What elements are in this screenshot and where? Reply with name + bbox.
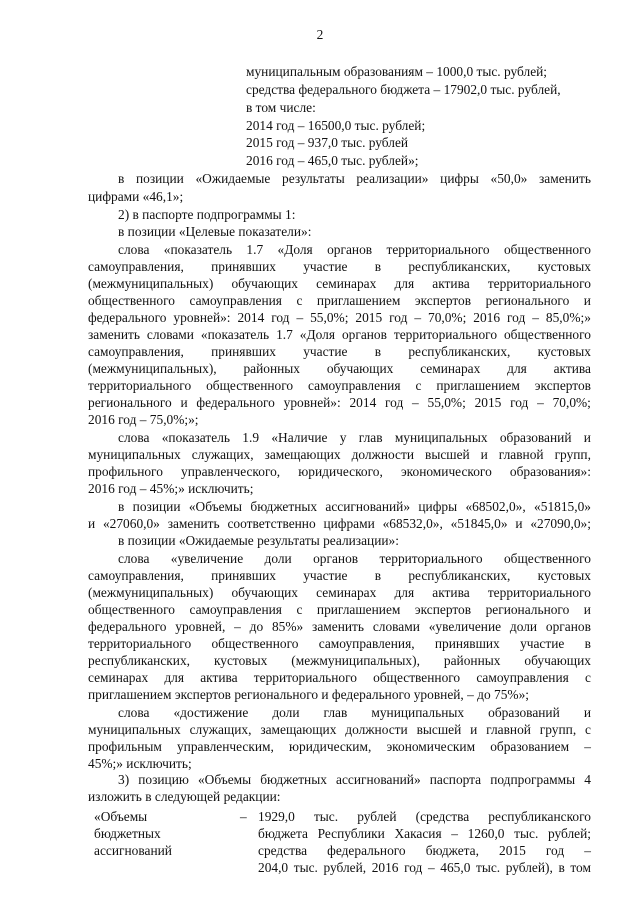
text-line: 2) в паспорте подпрограммы 1: xyxy=(118,207,296,222)
text-line: профильным управленческим, юридическим, экономическим образованием – xyxy=(88,739,591,754)
text-line: самоуправления, принявших участие в республиканских, кустовых xyxy=(88,568,591,583)
table-right-line: средства федерального бюджета, 2015 год – xyxy=(258,843,591,858)
text-line: приглашением экспертов регионального и федерального уровней, – до 75%»; xyxy=(88,687,529,702)
text-line: регионального и федерального уровней»: 2014 год – 55,0%; 2015 год – 70,0%; xyxy=(88,395,591,410)
text-line: муниципальных служащих, замещающих должности высшей и главной групп, с xyxy=(88,722,591,737)
text-line: 3) позицию «Объемы бюджетных ассигнований» паспорта подпрограммы 4 xyxy=(118,772,591,787)
text-line: слова «показатель 1.7 «Доля органов территориального общественного xyxy=(118,242,591,257)
text-line: слова «достижение доли глав муниципальных образований и xyxy=(118,705,591,720)
text-line: (межмуниципальных) обучающих семинарах для актива территориального xyxy=(88,585,591,600)
text-line: средства федерального бюджета – 17902,0 тыс. рублей, xyxy=(246,82,561,97)
text-line: муниципальным образованиям – 1000,0 тыс. рублей; xyxy=(246,64,548,79)
text-line: общественного самоуправления с приглашением экспертов регионального и xyxy=(88,602,591,617)
text-line: территориального общественного самоуправления, принявших участие в xyxy=(88,636,591,651)
text-line: в позиции «Ожидаемые результаты реализации»: xyxy=(118,533,399,548)
text-line: республиканских, кустовых (межмуниципальных), районных обучающих xyxy=(88,653,591,668)
text-line: в позиции «Целевые показатели»: xyxy=(118,224,312,239)
text-line: в позиции «Объемы бюджетных ассигнований» цифры «68502,0», «51815,0» xyxy=(118,499,591,514)
text-line: (межмуниципальных) обучающих семинарах для актива территориального xyxy=(88,276,591,291)
text-line: слова «показатель 1.9 «Наличие у глав муниципальных образований и xyxy=(118,430,591,445)
text-line: 2016 год – 465,0 тыс. рублей»; xyxy=(246,153,419,168)
text-line: изложить в следующей редакции: xyxy=(88,789,281,804)
text-line: в том числе: xyxy=(246,100,316,115)
text-line: 2016 год – 45%;» исключить; xyxy=(88,481,254,496)
table-right-line: 1929,0 тыс. рублей (средства республиканского xyxy=(258,809,591,824)
text-line: самоуправления, принявших участие в республиканских, кустовых xyxy=(88,344,591,359)
table-left-line: бюджетных xyxy=(94,826,161,841)
page-number: 2 xyxy=(316,27,324,42)
table-right-line: бюджета Республики Хакасия – 1260,0 тыс. рублей; xyxy=(258,826,591,841)
table-right-line: 204,0 тыс. рублей, 2016 год – 465,0 тыс. рублей), в том xyxy=(258,860,591,875)
text-line: цифрами «46,1»; xyxy=(88,189,184,204)
text-line: территориального общественного самоуправления с приглашением экспертов xyxy=(88,378,591,393)
text-line: 2016 год – 75,0%;»; xyxy=(88,412,199,427)
text-line: федерального уровней»: 2014 год – 55,0%; 2015 год – 70,0%; 2016 год – 85,0%;» xyxy=(88,310,591,325)
text-line: 45%;» исключить; xyxy=(88,756,192,771)
text-line: 2014 год – 16500,0 тыс. рублей; xyxy=(246,118,426,133)
text-line: 2015 год – 937,0 тыс. рублей xyxy=(246,135,409,150)
table-left-line: ассигнований xyxy=(94,843,172,858)
text-line: слова «увеличение доли органов территориального общественного xyxy=(118,551,591,566)
text-line: самоуправления, принявших участие в республиканских, кустовых xyxy=(88,259,591,274)
table-left-line: «Объемы xyxy=(94,809,148,824)
text-line: и «27060,0» заменить соответственно цифрами «68532,0», «51845,0» и «27090,0»; xyxy=(88,516,591,531)
text-line: (межмуниципальных), районных обучающих семинарах для актива xyxy=(88,361,591,376)
text-line: общественного самоуправления с приглашением экспертов регионального и xyxy=(88,293,591,308)
text-line: в позиции «Ожидаемые результаты реализации» цифры «50,0» заменить xyxy=(118,171,591,186)
text-line: федерального уровней, – до 85%» заменить словами «увеличение доли органов xyxy=(88,619,591,634)
text-line: семинарах для актива территориального общественного самоуправления с xyxy=(88,670,591,685)
table-dash: – xyxy=(240,809,247,824)
text-line: муниципальных служащих, замещающих должности высшей и главной групп, xyxy=(88,447,591,462)
text-line: заменить словами «показатель 1.7 «Доля органов территориального общественного xyxy=(88,327,591,342)
text-line: профильного управленческого, юридического, экономического образования»: xyxy=(88,464,591,479)
